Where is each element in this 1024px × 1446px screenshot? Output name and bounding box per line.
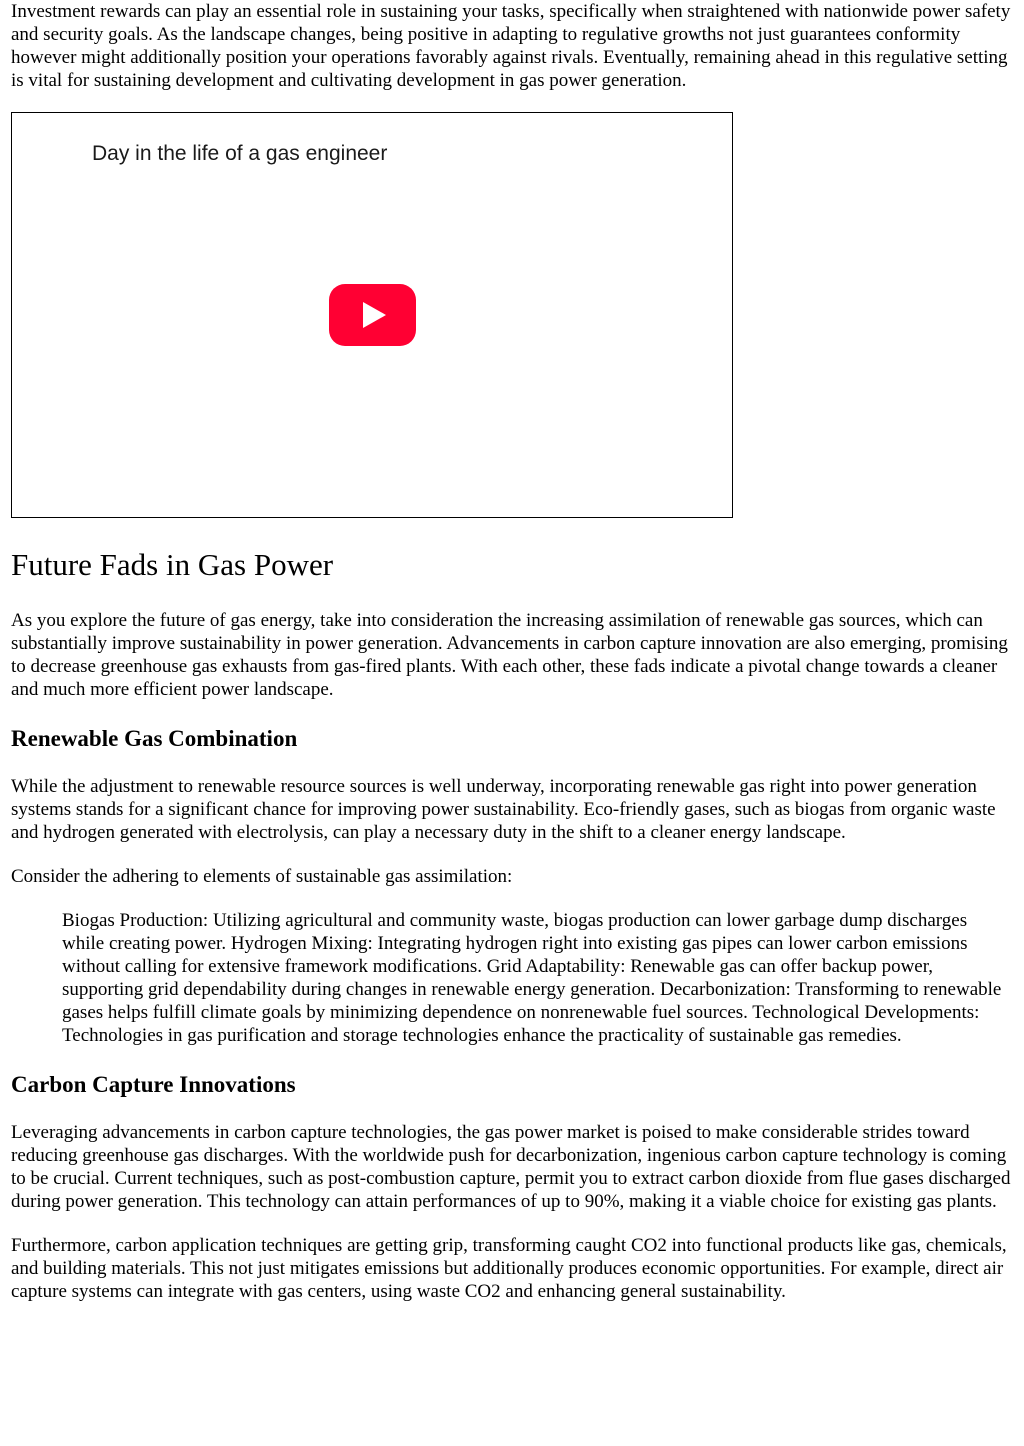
play-button-graphic (329, 284, 416, 346)
video-title[interactable]: Day in the life of a gas engineer (92, 142, 388, 165)
future-paragraph: As you explore the future of gas energy, take into consideration the increasing assimilation of renewable gas sources, which can substantially improve sustainability in power generation. Advancements in carbon capture innovation are also emerging, promising to decrease greenhouse gas exhausts from gas-fired plants. With each other, these fads indicate a pivotal change towards a cleaner and much more efficient power landscape. (11, 610, 1008, 700)
sustainable-gas-elements-quote: Biogas Production: Utilizing agricultural and community waste, biogas production can lower garbage dump discharges while creating power. Hydrogen Mixing: Integrating hydrogen right into existing gas pipes can lower carbon emissions without calling for extensive framework modifications. Grid Adaptability: Renewable gas can offer backup power, supporting grid dependability during changes in renewable energy generation. Decarbonization: Transforming to renewable gases helps fulfill climate goals by minimizing dependence on nonrenewable fuel sources. Technological Developments: Technologies in gas purification and storage technologies enhance the practicality of sustainable gas remedies. (62, 910, 1002, 1046)
carbon-paragraph-1: Leveraging advancements in carbon capture technologies, the gas power market is poised to make considerable strides toward reducing greenhouse gas discharges. With the worldwide push for decarbonization, ingenious carbon capture technology is coming to be crucial. Current techniques, such as post-combustion capture, permit you to extract carbon dioxide from flue gases discharged during power generation. This technology can attain performances of up to 90%, making it a viable choice for existing gas plants. (11, 1122, 1011, 1212)
section-heading-renewable: Renewable Gas Combination (11, 726, 298, 751)
section-heading-future: Future Fads in Gas Power (11, 547, 334, 582)
carbon-paragraph-2: Furthermore, carbon application techniques are getting grip, transforming caught CO2 into functional products like gas, chemicals, and building materials. This not just mitigates emissions but additionally produces economic opportunities. For example, direct air capture systems can integrate with gas centers, using waste CO2 and enhancing general sustainability. (11, 1235, 1007, 1302)
consider-paragraph: Consider the adhering to elements of sustainable gas assimilation: (11, 866, 513, 887)
section-heading-carbon: Carbon Capture Innovations (11, 1072, 296, 1097)
youtube-play-icon[interactable] (329, 284, 416, 346)
intro-paragraph: Investment rewards can play an essential role in sustaining your tasks, specifically when straightened with nationwide power safety and security goals. As the landscape changes, being positive in adapting to regulative growths not just guarantees conformity however might additionally position your operations favorably against rivals. Eventually, remaining ahead in this regulative setting is vital for sustaining development and cultivating development in gas power generation. (11, 1, 1011, 91)
renewable-paragraph: While the adjustment to renewable resource sources is well underway, incorporating renewable gas right into power generation systems stands for a significant chance for improving power sustainability. Eco-friendly gases, such as biogas from organic waste and hydrogen generated with electrolysis, can play a necessary duty in the shift to a cleaner energy landscape. (11, 776, 996, 843)
video-embed[interactable] (11, 112, 733, 518)
